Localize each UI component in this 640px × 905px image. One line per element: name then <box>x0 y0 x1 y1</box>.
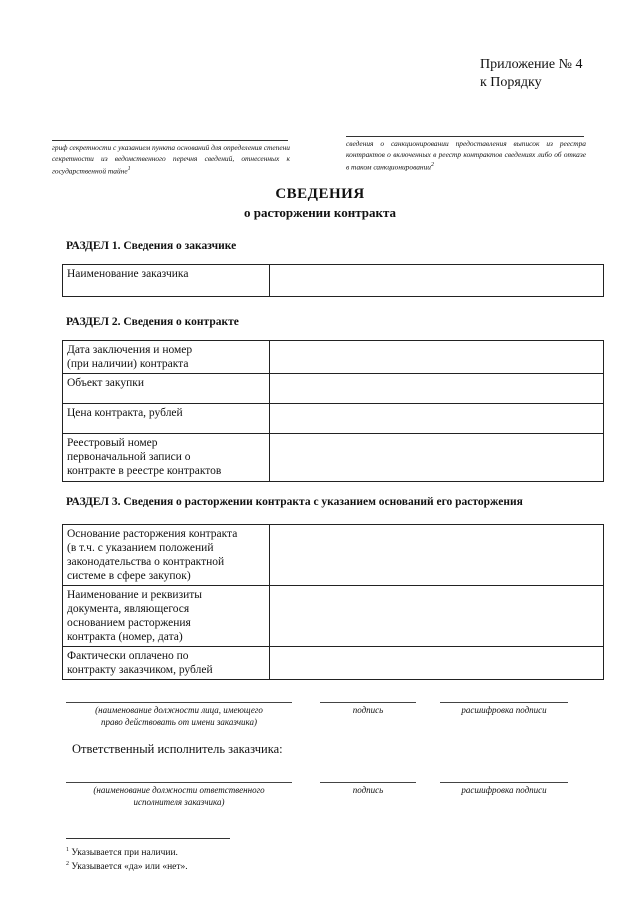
contract-table <box>62 340 604 482</box>
table-row <box>63 525 604 586</box>
executor-position-line[interactable] <box>66 782 292 783</box>
paid-amount-label: Фактически оплачено по контракту заказчиком, рублей <box>63 647 270 680</box>
appendix-number: Приложение № 4 <box>480 57 583 72</box>
position-caption: (наименование должности лица, имеющего право действовать от имени заказчика) <box>95 705 263 727</box>
termination-table <box>62 524 604 680</box>
right-note-line <box>346 136 584 137</box>
sanction-note <box>346 138 586 172</box>
footnote-2-text: Указывается «да» или «нет». <box>69 862 188 873</box>
contract-date-label: Дата заключения и номер (при наличии) контракта <box>63 341 270 374</box>
termination-basis-label: Основание расторжения контракта (в т.ч. с указанием положений законодательства о контрактной системе в сфере закупок) <box>63 525 270 586</box>
secrecy-note-mark: 1 <box>127 166 131 172</box>
footnote-1-text: Указывается при наличии. <box>69 848 178 859</box>
footnote-1-mark: 1 <box>66 847 69 853</box>
registry-number-label: Реестровый номер первоначальной записи о контракте в реестре контрактов <box>63 434 270 482</box>
executor-decoding-line[interactable] <box>440 782 568 783</box>
sanction-note-mark: 2 <box>431 162 434 168</box>
contract-date-value[interactable] <box>270 341 604 374</box>
procurement-object-label: Объект закупки <box>63 374 270 404</box>
responsible-executor-label: Ответственный исполнитель заказчика: <box>72 742 283 756</box>
left-note-line <box>52 140 288 141</box>
table-row <box>63 341 604 374</box>
executor-decoding-caption: расшифровка подписи <box>461 785 547 795</box>
sanction-note-text: сведения о санкционировании предоставления выписок из реестра контрактов о включенных в реестр контрактов сведениях либо об отказе в таком санкционировании <box>346 139 586 172</box>
footnote-2-mark: 2 <box>66 861 69 867</box>
signature-decoding-line[interactable] <box>440 702 568 703</box>
executor-position-caption: (наименование должности ответственного исполнителя заказчика) <box>93 785 265 807</box>
footnote-1 <box>66 844 178 859</box>
section1-heading: РАЗДЕЛ 1. Сведения о заказчике <box>66 240 237 252</box>
executor-signature-caption: подпись <box>352 785 384 795</box>
section3-heading: РАЗДЕЛ 3. Сведения о расторжении контракта с указанием оснований его расторжения <box>66 496 523 508</box>
position-line[interactable] <box>66 702 292 703</box>
procurement-object-value[interactable] <box>270 374 604 404</box>
termination-document-label: Наименование и реквизиты документа, являющегося основанием расторжения контракта (номер, дата) <box>63 586 270 647</box>
table-row <box>63 374 604 404</box>
signature-line[interactable] <box>320 702 416 703</box>
appendix-header <box>480 56 583 92</box>
termination-document-value[interactable] <box>270 586 604 647</box>
document-subtitle: о расторжении контракта <box>243 205 397 220</box>
appendix-reference: к Порядку <box>480 75 542 90</box>
executor-signature-line[interactable] <box>320 782 416 783</box>
secrecy-note-text: гриф секретности с указанием пункта оснований для определения степени секретности из ведомственного перечня сведений, отнесенных к государственной тайне <box>52 143 290 176</box>
section2-heading: РАЗДЕЛ 2. Сведения о контракте <box>66 316 239 328</box>
registry-number-value[interactable] <box>270 434 604 482</box>
paid-amount-value[interactable] <box>270 647 604 680</box>
footnote-2 <box>66 858 188 873</box>
footnote-separator <box>66 838 230 839</box>
customer-table <box>62 264 604 297</box>
table-row <box>63 586 604 647</box>
table-row <box>63 265 604 297</box>
document-title: СВЕДЕНИЯ <box>275 186 365 202</box>
customer-name-value[interactable] <box>270 265 604 297</box>
customer-name-label: Наименование заказчика <box>63 265 270 297</box>
termination-basis-value[interactable] <box>270 525 604 586</box>
table-row <box>63 404 604 434</box>
contract-price-label: Цена контракта, рублей <box>63 404 270 434</box>
contract-price-value[interactable] <box>270 404 604 434</box>
signature-caption: подпись <box>352 705 384 715</box>
table-row <box>63 647 604 680</box>
secrecy-note <box>52 142 290 176</box>
signature-decoding-caption: расшифровка подписи <box>461 705 547 715</box>
table-row <box>63 434 604 482</box>
